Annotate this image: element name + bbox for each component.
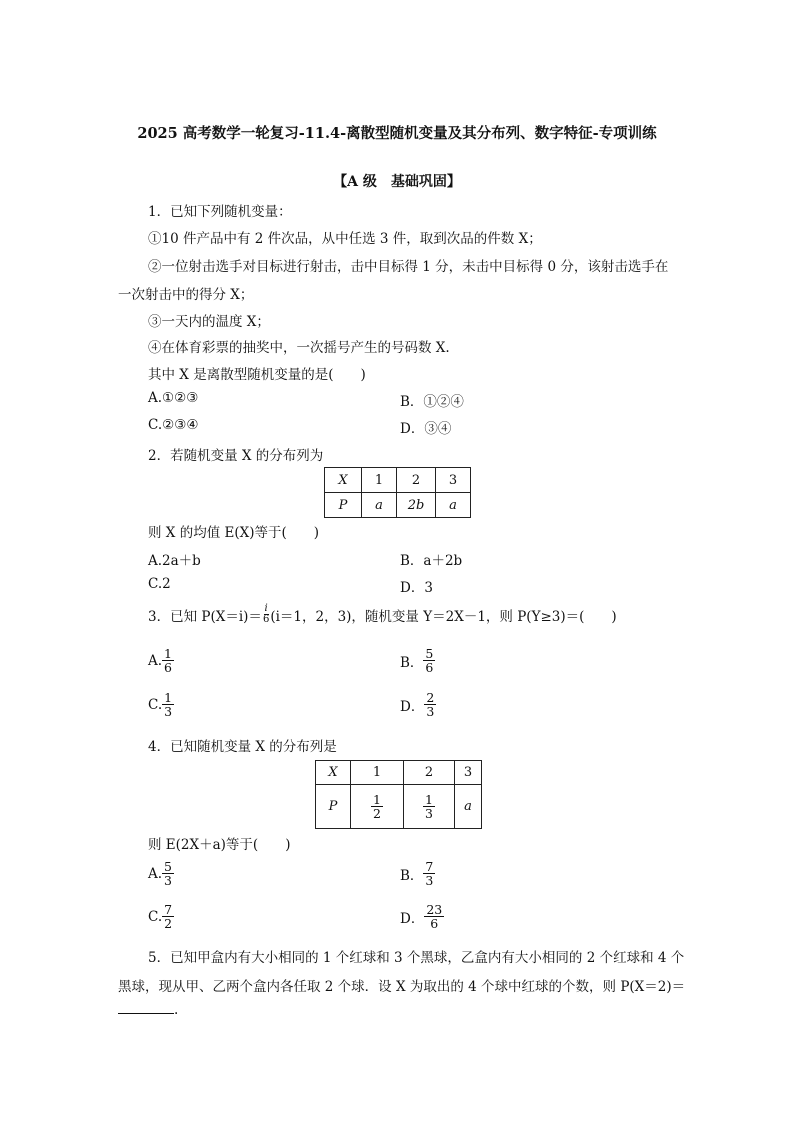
fraction-num: 23 — [426, 902, 443, 917]
q3-suffix: (i＝1，2，3)，随机变量 Y＝2X－1，则 P(Y≥3)＝( ) — [270, 608, 617, 625]
q1-option-a: A.①②③ — [148, 390, 199, 406]
answer-blank[interactable] — [118, 1001, 174, 1014]
q2-distribution-table — [324, 467, 471, 518]
q3-stem — [148, 604, 617, 625]
q2-table-cell: 2 — [397, 468, 436, 493]
q2-table-cell: a — [436, 493, 471, 518]
q1-option-d: D．③④ — [400, 421, 452, 437]
q4-table-cell — [404, 785, 455, 829]
cell-fraction — [423, 793, 435, 820]
fraction-den: 6 — [164, 660, 172, 676]
fraction-den: 3 — [425, 873, 434, 889]
q3-fraction-den: 6 — [262, 614, 270, 625]
q2-option-a: A.2a＋b — [148, 553, 201, 569]
q2-option-d: D．3 — [400, 580, 433, 596]
fraction-num: 7 — [164, 902, 173, 917]
q4-table-cell — [351, 785, 404, 829]
q2-table-cell: 2b — [397, 493, 436, 518]
option-fraction — [162, 903, 174, 930]
q2-table-cell: a — [362, 493, 397, 518]
cell-fraction — [371, 793, 383, 820]
q1-item-4: ④在体育彩票的抽奖中，一次摇号产生的号码数 X. — [148, 340, 450, 356]
q4-option-b — [400, 860, 435, 887]
q3-option-d — [400, 691, 436, 718]
document-title: 2025 高考数学一轮复习-11.4-离散型随机变量及其分布列、数字特征-专项训练 — [137, 125, 657, 142]
q3-option-a — [148, 647, 174, 674]
q2-table-cell: 3 — [436, 468, 471, 493]
fraction-num: 7 — [425, 859, 434, 874]
option-fraction — [162, 647, 174, 674]
q2-option-b: B．a＋2b — [400, 553, 463, 569]
q2-stem: 2．若随机变量 X 的分布列为 — [148, 448, 324, 464]
option-label: B． — [400, 867, 424, 884]
q4-stem: 4．已知随机变量 X 的分布列是 — [148, 739, 337, 755]
fraction-den: 3 — [164, 704, 173, 720]
option-fraction — [162, 860, 174, 887]
q1-option-c: C.②③④ — [148, 417, 199, 433]
fraction-num: 1 — [373, 791, 381, 807]
q1-item-2: ②一位射击选手对目标进行射击，击中目标得 1 分，未击中目标得 0 分，该射击选手在 — [148, 259, 669, 275]
fraction-num: 1 — [164, 646, 172, 661]
fraction-den: 3 — [164, 873, 172, 889]
option-label: C. — [148, 908, 163, 925]
option-fraction — [423, 860, 435, 887]
q4-table-cell: 2 — [404, 761, 455, 785]
fraction-num: 5 — [164, 859, 172, 874]
q4-option-d — [400, 903, 444, 930]
q5-end: . — [174, 1002, 179, 1018]
q5-line-2: 黑球，现从甲、乙两个盒内各任取 2 个球．设 X 为取出的 4 个球中红球的个数，则 P(X＝2)＝ — [118, 979, 686, 995]
fraction-num: 5 — [425, 646, 434, 661]
q4-option-a — [148, 860, 174, 887]
q5-line-1: 5．已知甲盒内有大小相同的 1 个红球和 3 个黑球，乙盒内有大小相同的 2 个红球和 4 个 — [148, 950, 685, 966]
q4-table-cell: 3 — [455, 761, 482, 785]
q1-stem: 1．已知下列随机变量： — [148, 204, 292, 220]
q3-prefix: 3．已知 P(X＝i)＝ — [148, 608, 262, 625]
fraction-den: 2 — [373, 806, 381, 821]
fraction-num: 1 — [164, 690, 173, 705]
q1-option-b: B．①②④ — [400, 394, 464, 410]
q1-item-3: ③一天内的温度 X； — [148, 314, 270, 330]
q4-distribution-table — [315, 760, 482, 829]
q4-option-c — [148, 903, 174, 930]
section-heading: 【A 级 基础巩固】 — [333, 174, 461, 190]
q4-table-cell: 1 — [351, 761, 404, 785]
q2-table-cell: P — [325, 493, 362, 518]
option-label: D． — [400, 698, 425, 715]
fraction-den: 3 — [425, 806, 433, 821]
fraction-den: 3 — [426, 704, 435, 720]
q4-table-cell: P — [316, 785, 351, 829]
q2-table-cell: X — [325, 468, 362, 493]
fraction-den: 6 — [430, 916, 439, 932]
q3-fraction — [263, 604, 269, 625]
option-label: A. — [148, 652, 163, 669]
q3-option-b — [400, 647, 435, 674]
fraction-num: 1 — [425, 791, 433, 807]
option-fraction — [162, 691, 174, 718]
q4-question: 则 E(2X＋a)等于( ) — [148, 837, 291, 853]
fraction-num: 2 — [426, 690, 435, 705]
q1-item-2-cont: 一次射击中的得分 X； — [118, 287, 254, 303]
fraction-den: 6 — [425, 660, 434, 676]
option-fraction — [423, 647, 435, 674]
option-fraction — [424, 691, 436, 718]
option-label: A. — [148, 865, 163, 882]
q2-option-c: C.2 — [148, 576, 171, 592]
q1-question: 其中 X 是离散型随机变量的是( ) — [148, 367, 366, 383]
q5-answer-line — [118, 1001, 178, 1018]
fraction-den: 2 — [164, 916, 173, 932]
option-label: C. — [148, 696, 163, 713]
q3-option-c — [148, 691, 174, 718]
q2-question: 则 X 的均值 E(X)等于( ) — [148, 525, 320, 541]
q4-table-cell: X — [316, 761, 351, 785]
option-fraction — [424, 903, 444, 930]
option-label: B． — [400, 654, 424, 671]
q3-fraction-num: i — [264, 603, 268, 614]
option-label: D． — [400, 910, 425, 927]
q1-item-1: ①10 件产品中有 2 件次品，从中任选 3 件，取到次品的件数 X； — [148, 231, 542, 247]
q2-table-cell: 1 — [362, 468, 397, 493]
q4-table-cell: a — [455, 785, 482, 829]
